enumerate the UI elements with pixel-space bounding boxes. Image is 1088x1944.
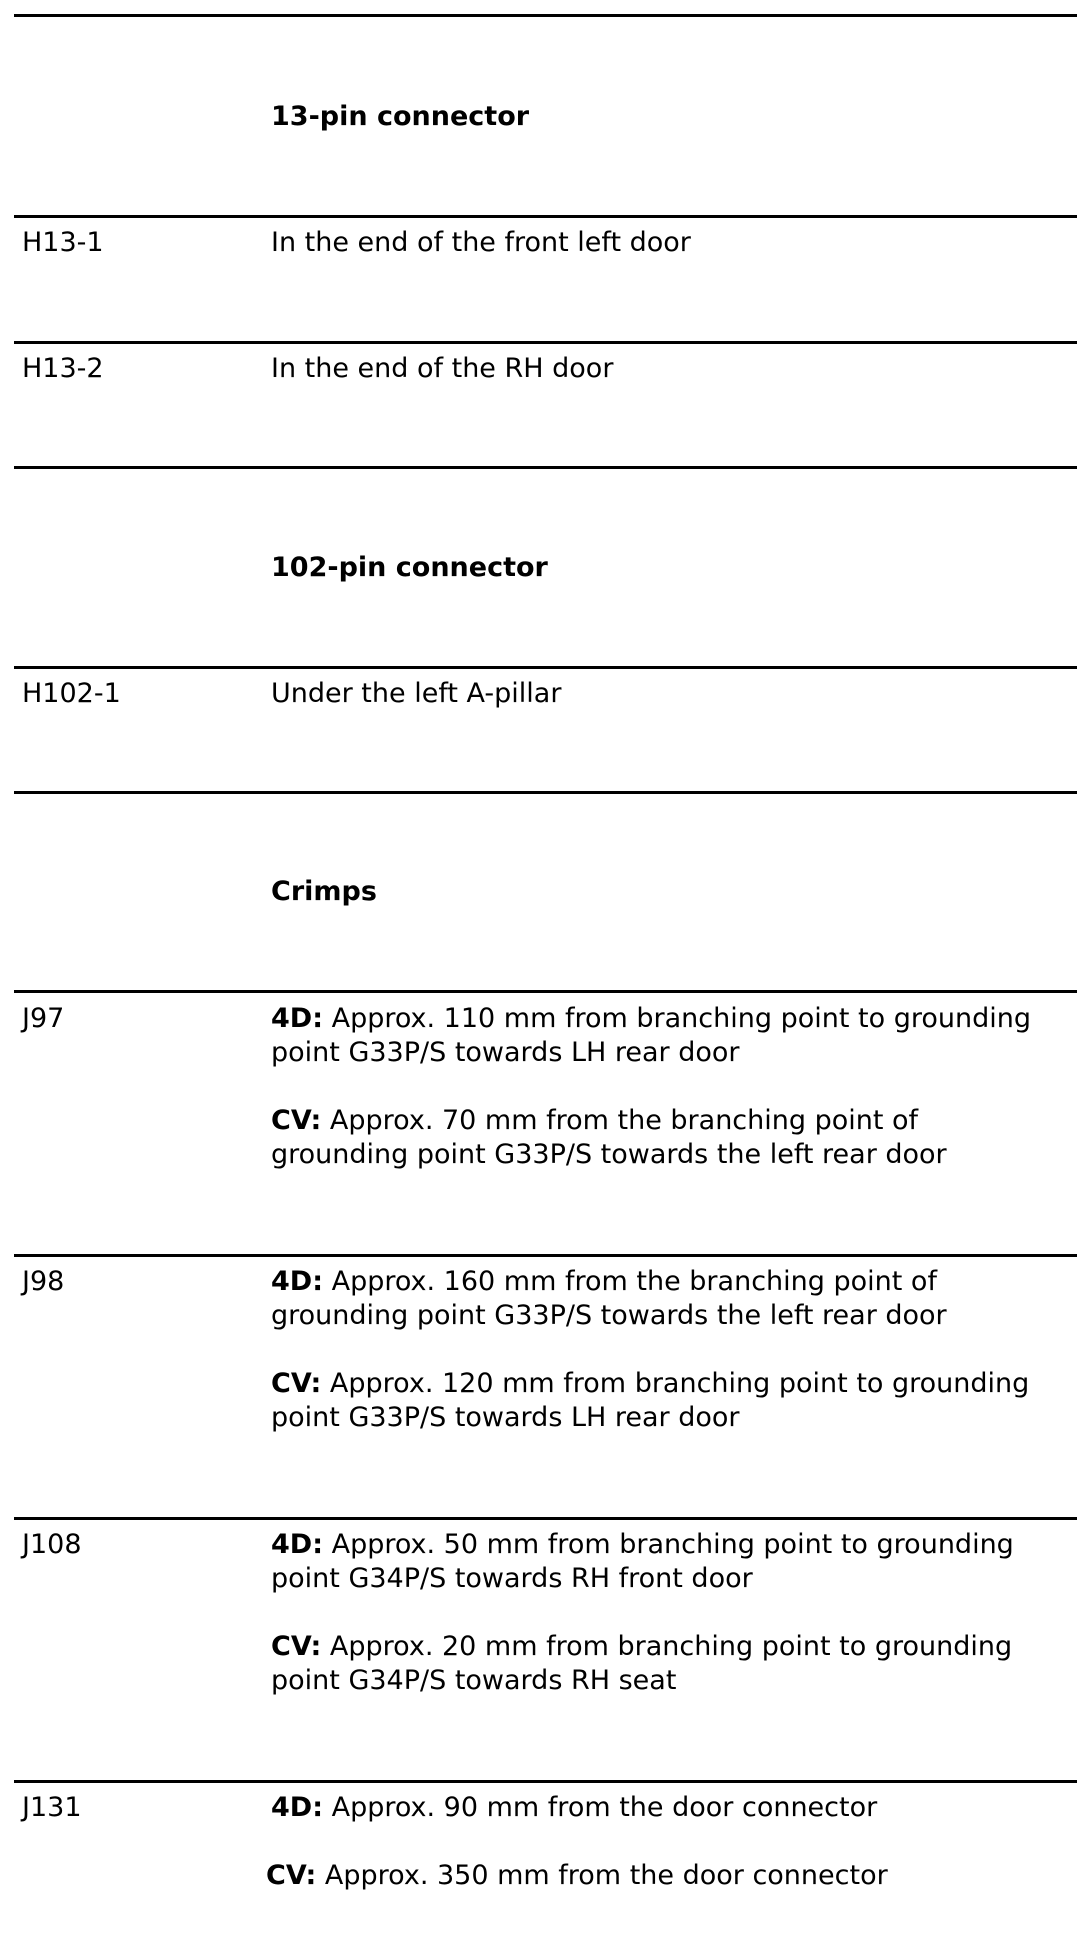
variant-label: CV: <box>266 1860 317 1891</box>
variant-label: CV: <box>271 1631 322 1662</box>
variant-entry-4d <box>271 1265 1071 1333</box>
variant-text: point G33P/S towards LH rear door <box>271 1402 740 1433</box>
row-code: H102-1 <box>22 678 121 709</box>
divider <box>14 341 1077 344</box>
variant-entry-4d <box>271 1528 1071 1596</box>
variant-text: Approx. 20 mm from branching point to grounding <box>329 1631 1013 1662</box>
variant-entry-cv <box>271 1104 1071 1172</box>
variant-text: Approx. 90 mm from the door connector <box>331 1792 878 1823</box>
variant-text: Approx. 120 mm from branching point to grounding <box>329 1368 1030 1399</box>
divider <box>14 215 1077 218</box>
variant-label: 4D: <box>271 1003 323 1034</box>
variant-text: Approx. 50 mm from branching point to grounding <box>331 1529 1014 1560</box>
variant-label: 4D: <box>271 1266 323 1297</box>
divider <box>14 990 1077 993</box>
section-heading-102-pin: 102-pin connector <box>271 552 548 583</box>
variant-text: grounding point G33P/S towards the left rear door <box>271 1139 947 1170</box>
row-code: H13-2 <box>22 353 104 384</box>
row-code: J97 <box>22 1003 65 1034</box>
row-description <box>266 1791 1071 1893</box>
divider-top <box>14 14 1077 17</box>
row-description: In the end of the RH door <box>271 353 614 384</box>
variant-entry-cv <box>271 1630 1071 1698</box>
row-code: J108 <box>22 1529 82 1560</box>
variant-label: 4D: <box>271 1792 323 1823</box>
variant-text: Approx. 160 mm from the branching point of <box>331 1266 937 1297</box>
divider <box>14 466 1077 469</box>
divider <box>14 791 1077 794</box>
row-code: H13-1 <box>22 227 104 258</box>
section-heading-13-pin: 13-pin connector <box>271 101 530 132</box>
row-description <box>271 1265 1071 1435</box>
variant-text: Approx. 110 mm from branching point to grounding <box>331 1003 1031 1034</box>
row-code: J98 <box>22 1266 65 1297</box>
variant-entry-4d <box>271 1791 1071 1825</box>
variant-label: CV: <box>271 1105 322 1136</box>
section-heading-crimps: Crimps <box>271 876 377 907</box>
variant-label: 4D: <box>271 1529 323 1560</box>
variant-text: grounding point G33P/S towards the left rear door <box>271 1300 947 1331</box>
variant-text: Approx. 70 mm from the branching point of <box>329 1105 919 1136</box>
row-description <box>271 1002 1071 1172</box>
variant-text: point G34P/S towards RH seat <box>271 1665 677 1696</box>
variant-entry-cv <box>266 1859 1071 1893</box>
row-description <box>271 1528 1071 1698</box>
divider <box>14 1780 1077 1783</box>
divider <box>14 1254 1077 1257</box>
divider <box>14 666 1077 669</box>
row-code: J131 <box>22 1792 82 1823</box>
variant-entry-cv <box>271 1367 1071 1435</box>
row-description: In the end of the front left door <box>271 227 691 258</box>
variant-text: point G34P/S towards RH front door <box>271 1563 753 1594</box>
variant-label: CV: <box>271 1368 322 1399</box>
variant-text: point G33P/S towards LH rear door <box>271 1037 740 1068</box>
variant-entry-4d <box>271 1002 1071 1070</box>
divider <box>14 1517 1077 1520</box>
variant-text: Approx. 350 mm from the door connector <box>324 1860 888 1891</box>
row-description: Under the left A-pillar <box>271 678 562 709</box>
